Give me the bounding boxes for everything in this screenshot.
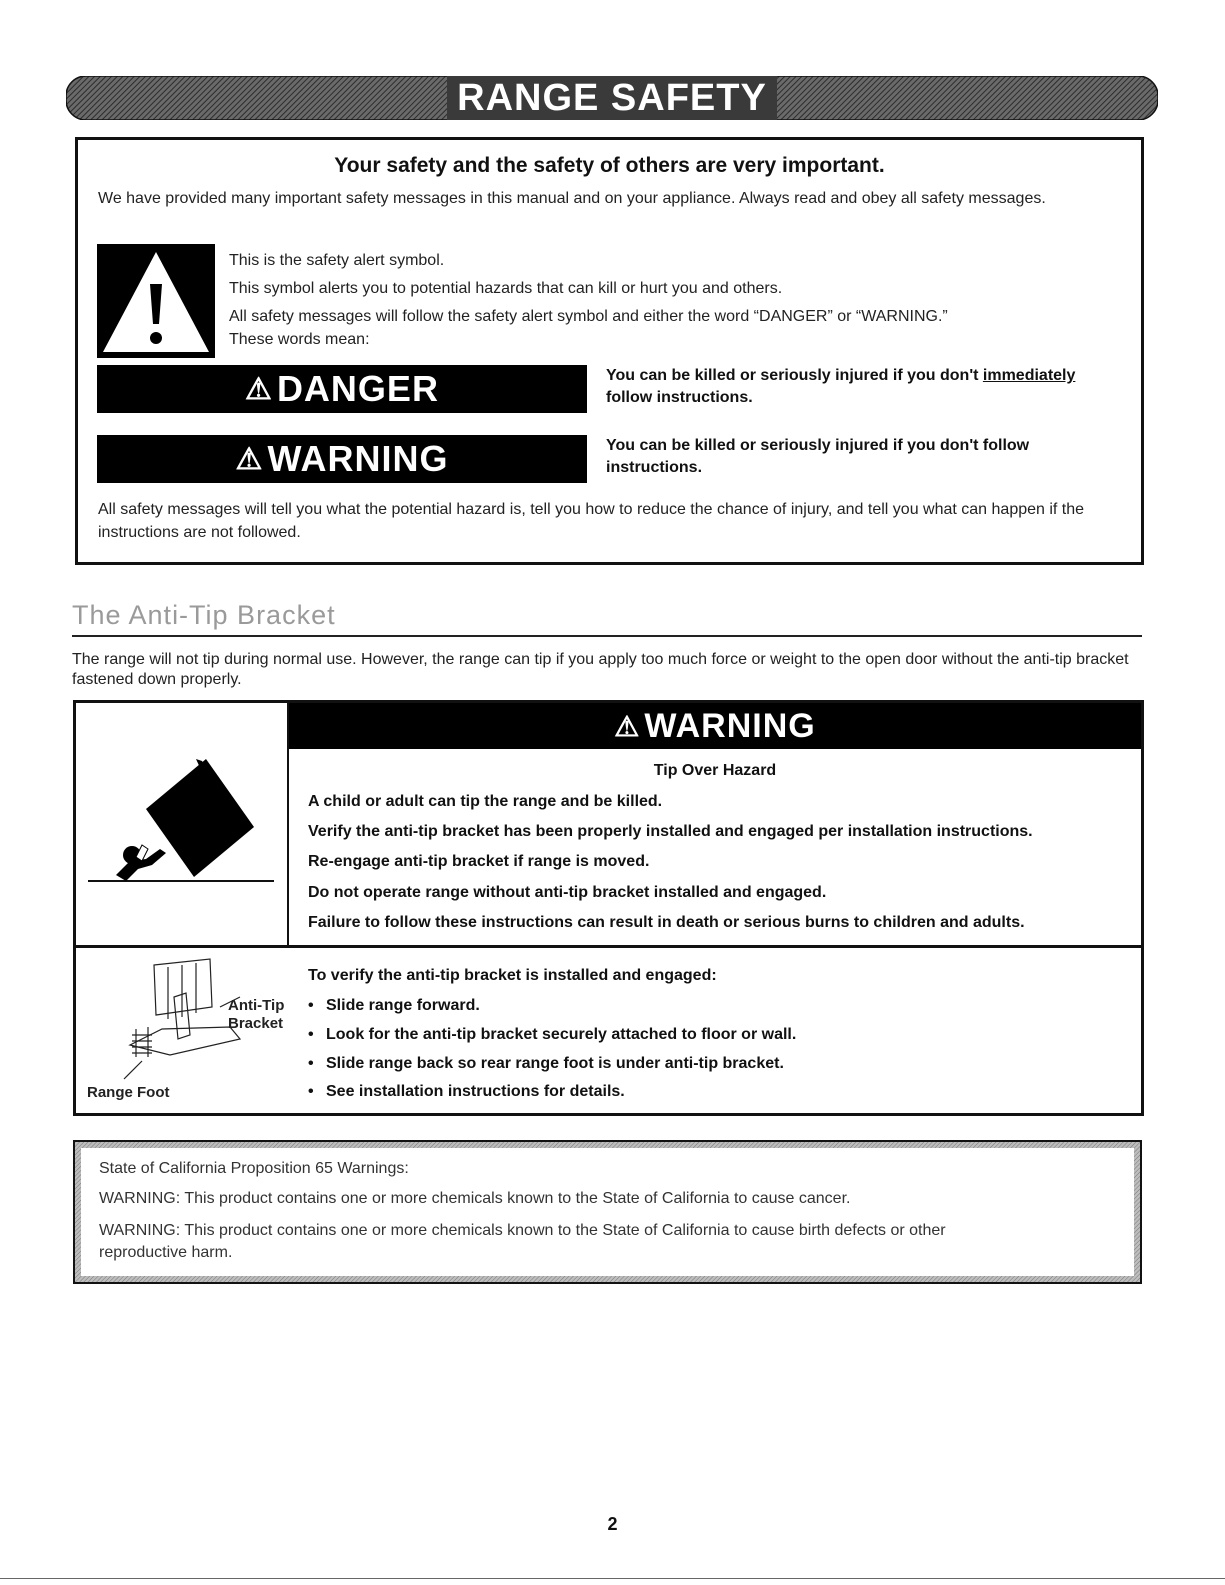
- warning-label: WARNING: [267, 438, 449, 479]
- verify-item-text: See installation instructions for details.: [326, 1083, 625, 1100]
- alert-triangle-icon: ⚠: [614, 710, 641, 742]
- safety-message-box: [75, 137, 1144, 565]
- bullet-icon: •: [308, 1026, 314, 1043]
- bullet-icon: •: [308, 1055, 314, 1072]
- prop65-line: WARNING: This product contains one or more chemicals known to the State of California to cause birth defects or other: [99, 1222, 946, 1239]
- safety-intro: We have provided many important safety messages in this manual and on your appliance. Always read and obey all safety messages.: [98, 190, 1046, 207]
- title-banner: [66, 76, 1158, 120]
- hazard-title: Tip Over Hazard: [653, 762, 777, 779]
- section-intro: The range will not tip during normal use. However, the range can tip if you apply too much force or weight to the open door without the anti-tip bracket fastened down properly.: [72, 651, 1129, 688]
- prop65-line: State of California Proposition 65 Warnings:: [99, 1160, 409, 1177]
- prop65-line: WARNING: This product contains one or more chemicals known to the State of California to cause cancer.: [99, 1190, 851, 1207]
- bullet-icon: •: [308, 997, 314, 1014]
- hazard-line: A child or adult can tip the range and be killed.: [308, 793, 663, 810]
- verify-item-text: Slide range back so rear range foot is under anti-tip bracket.: [326, 1055, 784, 1072]
- prop65-line: reproductive harm.: [99, 1244, 233, 1261]
- prop65-warning-box: [73, 1140, 1142, 1284]
- verify-item: [308, 1055, 784, 1073]
- warning-triangle-icon: [97, 244, 215, 358]
- verify-item: [308, 1026, 796, 1044]
- tipping-range-illustration: [86, 757, 276, 887]
- symbol-line: All safety messages will follow the safety alert symbol and either the word “DANGER” or “WARNING.”: [229, 308, 948, 325]
- symbol-line: This symbol alerts you to potential hazards that can kill or hurt you and others.: [229, 280, 783, 297]
- danger-desc-text: You can be killed or seriously injured if you don't: [606, 367, 983, 384]
- danger-description: [606, 365, 1136, 409]
- warning-desc-line: instructions.: [606, 459, 703, 476]
- verify-item: [308, 997, 480, 1015]
- section-title: The Anti-Tip Bracket: [72, 600, 336, 630]
- section-divider: [72, 635, 1142, 637]
- hazard-line: Failure to follow these instructions can result in death or serious burns to children and adults.: [308, 914, 1025, 931]
- safety-heading: Your safety and the safety of others are very important.: [334, 154, 885, 177]
- anti-tip-warning-box: [73, 700, 1144, 1116]
- danger-desc-emphasis: immediately: [982, 367, 1076, 384]
- warning-signal-bar: [289, 703, 1141, 749]
- safety-footer: All safety messages will tell you what the potential hazard is, tell you how to reduce the chance of injury, and tell you what can happen if the instructions are not followed.: [98, 501, 1085, 541]
- symbol-line: These words mean:: [229, 331, 370, 348]
- bracket-label: [228, 997, 298, 1033]
- verify-item-text: Slide range forward.: [326, 997, 480, 1014]
- danger-signal-bar: [97, 365, 587, 413]
- hazard-line: Verify the anti-tip bracket has been properly installed and engaged per installation instructions.: [308, 823, 1033, 840]
- divider: [76, 945, 1141, 948]
- warning-signal-bar: [97, 435, 587, 483]
- verify-item: [308, 1083, 625, 1101]
- alert-triangle-icon: ⚠: [235, 442, 264, 476]
- bracket-label-line: Anti-Tip: [228, 997, 285, 1014]
- warning-description: [606, 435, 1136, 479]
- bullet-icon: •: [308, 1083, 314, 1100]
- symbol-line: This is the safety alert symbol.: [229, 252, 445, 269]
- danger-label: DANGER: [276, 368, 439, 409]
- page-bottom-rule: [0, 1578, 1225, 1579]
- range-foot-label: Range Foot: [87, 1084, 170, 1101]
- warning-desc-line: You can be killed or seriously injured if you don't follow: [606, 437, 1030, 454]
- prop65-content: [81, 1148, 1134, 1276]
- danger-desc-text-2: follow instructions.: [606, 389, 753, 406]
- verify-title: To verify the anti-tip bracket is installed and engaged:: [308, 967, 717, 984]
- page-number: 2: [607, 1514, 618, 1534]
- page-title: RANGE SAFETY: [447, 76, 777, 120]
- bracket-label-line: Bracket: [228, 1015, 284, 1032]
- alert-triangle-icon: ⚠: [245, 372, 273, 406]
- hazard-line: Do not operate range without anti-tip bracket installed and engaged.: [308, 884, 827, 901]
- warning-label: WARNING: [644, 706, 816, 745]
- hazard-line: Re-engage anti-tip bracket if range is moved.: [308, 853, 650, 870]
- verify-item-text: Look for the anti-tip bracket securely attached to floor or wall.: [326, 1026, 797, 1043]
